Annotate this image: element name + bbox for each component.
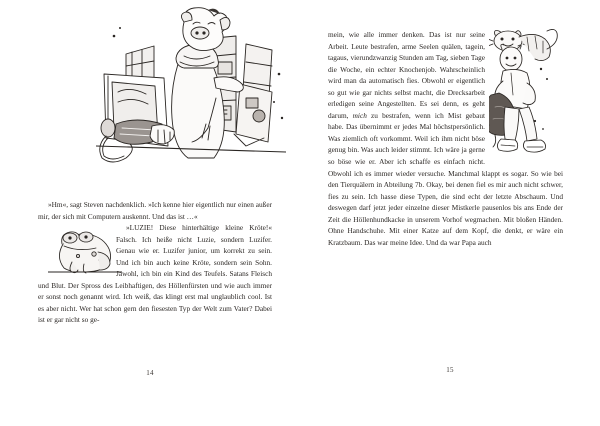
toad-illustration	[38, 222, 112, 278]
paragraph-text-part: mein, wie alle immer denken. Das ist nur seine Arbeit. Leute bestrafen, arme Seelen quälen, tagein, tagaus, vierundzwanzig Stunden am Tag, sieben Tage die Woche, ein echter Knochenjob. Wahrscheinlich wird man da automatisch fies. Obwohl er eigentlich so gut wie gar nichts selbst macht, die Drecksarbeit erledigen seine Angestellten. Es sei denn, es geht darum,	[328, 30, 485, 120]
paragraph-text-emphasis: mich	[352, 110, 367, 120]
paragraph	[38, 222, 272, 326]
paragraph-text: »LUZIE! Diese hinterhältige kleine Kröte!« Falsch. Ich heiße nicht Luzie, sondern Luzifer. Genau wie er. Luzifer junior, um korrekt zu sein. Und ich bin auch keine Kröte, sondern sein Sohn. Jawohl, ich bin ein Kind des Teufels. Satans Fleisch und Blut. Der Spross des Leibhaftigen, des Höllenfürsten und wie auch immer er sonst noch genannt wird. Ich weiß, das klingt erst mal unglaublich cool. Ist es aber nicht. Wer hat schon gern den fiesesten Typ der Welt zum Vater? Dabei ist er gar nicht so ge-	[38, 223, 272, 325]
boy-at-computer-with-devil-pig-illustration	[96, 6, 286, 178]
paragraph	[328, 29, 563, 248]
page-number: 15	[446, 366, 454, 374]
paragraph-text-part: zu bestrafen, wenn ich Mist gebaut habe. Das übernimmt er jedes Mal höchstpersönlich. Was ziemlich oft vorkommt. Weil ich ihm nicht böse genug bin. Was auch leider stimmt. Ich wäre ja gerne so böse wie er. Aber ich schaffe es einfach nicht. Obwohl ich es immer wieder versuche. Manchmal klappt es sogar. So wie bei den Tierquälern in Abteilung 7b. Okay, bei denen fiel es mir auch nicht schwer, fies zu sein. Ich hasse diese Typen, die sind echt der letzte Abschaum. Und deswegen darf jetzt jeder einzelne dieser Mistkerle pausenlos bis ans Ende der Zeit die Höllenhundkacke in unserem Vorhof wegmachen. Mit bloßen Händen. Ohne Handschuhe. Mit einer Katze auf dem Kopf, die denkt, er wäre ein Kratzbaum. Das war meine Idee. Und da war Papa auch	[328, 110, 563, 247]
page-number: 14	[146, 369, 154, 377]
right-page	[300, 0, 600, 426]
right-page-text	[328, 29, 563, 248]
paragraph: »Hm«, sagt Steven nachdenklich. »Ich kenne hier eigentlich nur einen außer mir, der sich mit Computern auskennt. Und das ist …«	[38, 200, 272, 221]
left-page-text	[38, 199, 272, 326]
devil-boy-with-cat-illustration	[489, 29, 563, 157]
